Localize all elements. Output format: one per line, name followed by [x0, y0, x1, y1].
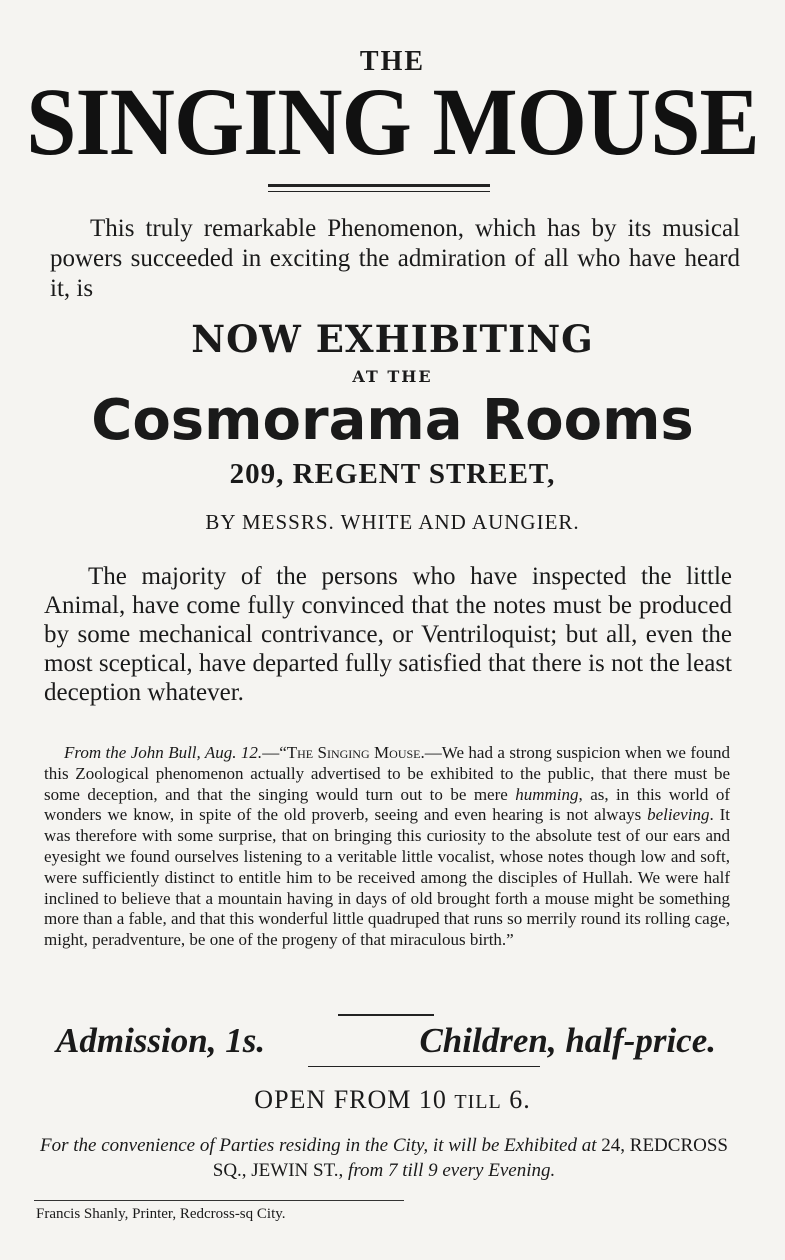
- quote-text-1: —We had a strong suspicion when we found this Zoological phenomenon actually advertised to be exhibited to the public, that there must be some deception, and that the singing would turn out to be mere: [44, 743, 730, 804]
- city-hours: from 7 till 9 every Evening.: [348, 1160, 556, 1181]
- title-article: THE: [359, 46, 426, 77]
- children-price: Children, half-price.: [419, 1021, 716, 1060]
- printer-imprint: Francis Shanly, Printer, Redcross-sq City.: [36, 1206, 286, 1222]
- proprietors-line: BY MESSRS. WHITE AND AUNGIER.: [205, 510, 580, 534]
- till-text: TILL: [454, 1091, 502, 1113]
- press-quote: [44, 743, 730, 951]
- admission-bottom-divider: [308, 1066, 540, 1067]
- city-address: 24, REDCROSS SQ., JEWIN ST.,: [212, 1135, 728, 1181]
- city-notice-lead: For the convenience of Parties residing in the City, it will be Exhibited at: [40, 1135, 597, 1156]
- testimony-paragraph: The majority of the persons who have inspected the little Animal, have come fully convinced that the notes must be produced by some mechanical contrivance, or Ventriloquist; but all, even the most sceptical, have departed fully satisfied that there is not the least deception whatever.: [44, 563, 732, 706]
- quote-emphasis-believing: believing: [647, 805, 710, 825]
- opening-hours: [0, 1085, 785, 1115]
- open-from-text: OPEN FROM 10: [254, 1085, 447, 1114]
- admission-top-divider: [338, 1014, 434, 1016]
- venue-address: 209, REGENT STREET,: [229, 458, 556, 490]
- quote-text-3: . It was therefore with some surprise, that on bringing this curiosity to the absolute test of our ears and eyesight we found ourselves listening to a veritable little vocalist, whose notes though low and soft, were sufficiently distinct to entitle him to be received among the disciples of Hullah. We were half inclined to believe that a mountain having in days of old brought forth a mouse might be something more than a fable, and that this wonderful little quadruped that runs so merrily round its rolling cage, might, peradventure, be one of the progeny of that miraculous birth.”: [44, 805, 730, 950]
- admission-line: [56, 1021, 716, 1061]
- quote-open-mark: —“: [262, 743, 287, 762]
- closing-hour: 6.: [509, 1085, 531, 1114]
- intro-paragraph: This truly remarkable Phenomenon, which has by its musical powers succeeded in exciting the admiration of all who have heard it, is: [50, 215, 740, 302]
- quote-text-2: , as, in this world of wonders we know, in spite of the old proverb, seeing and even hearing is not always: [44, 784, 730, 825]
- quote-emphasis-humming: humming: [515, 784, 579, 804]
- poster-title: SINGING MOUSE: [26, 68, 759, 175]
- quote-source: From the John Bull, Aug. 12.: [64, 743, 263, 762]
- city-exhibition-notice: [34, 1133, 734, 1183]
- now-exhibiting-heading: NOW EXHIBITING: [191, 317, 594, 361]
- at-the-label: AT THE: [352, 367, 433, 386]
- venue-name: Cosmorama Rooms: [91, 388, 694, 453]
- admission-price: Admission, 1s.: [56, 1021, 266, 1060]
- title-divider: [268, 184, 490, 192]
- quote-headline: The Singing Mouse.: [286, 743, 425, 762]
- printer-divider: [34, 1200, 404, 1201]
